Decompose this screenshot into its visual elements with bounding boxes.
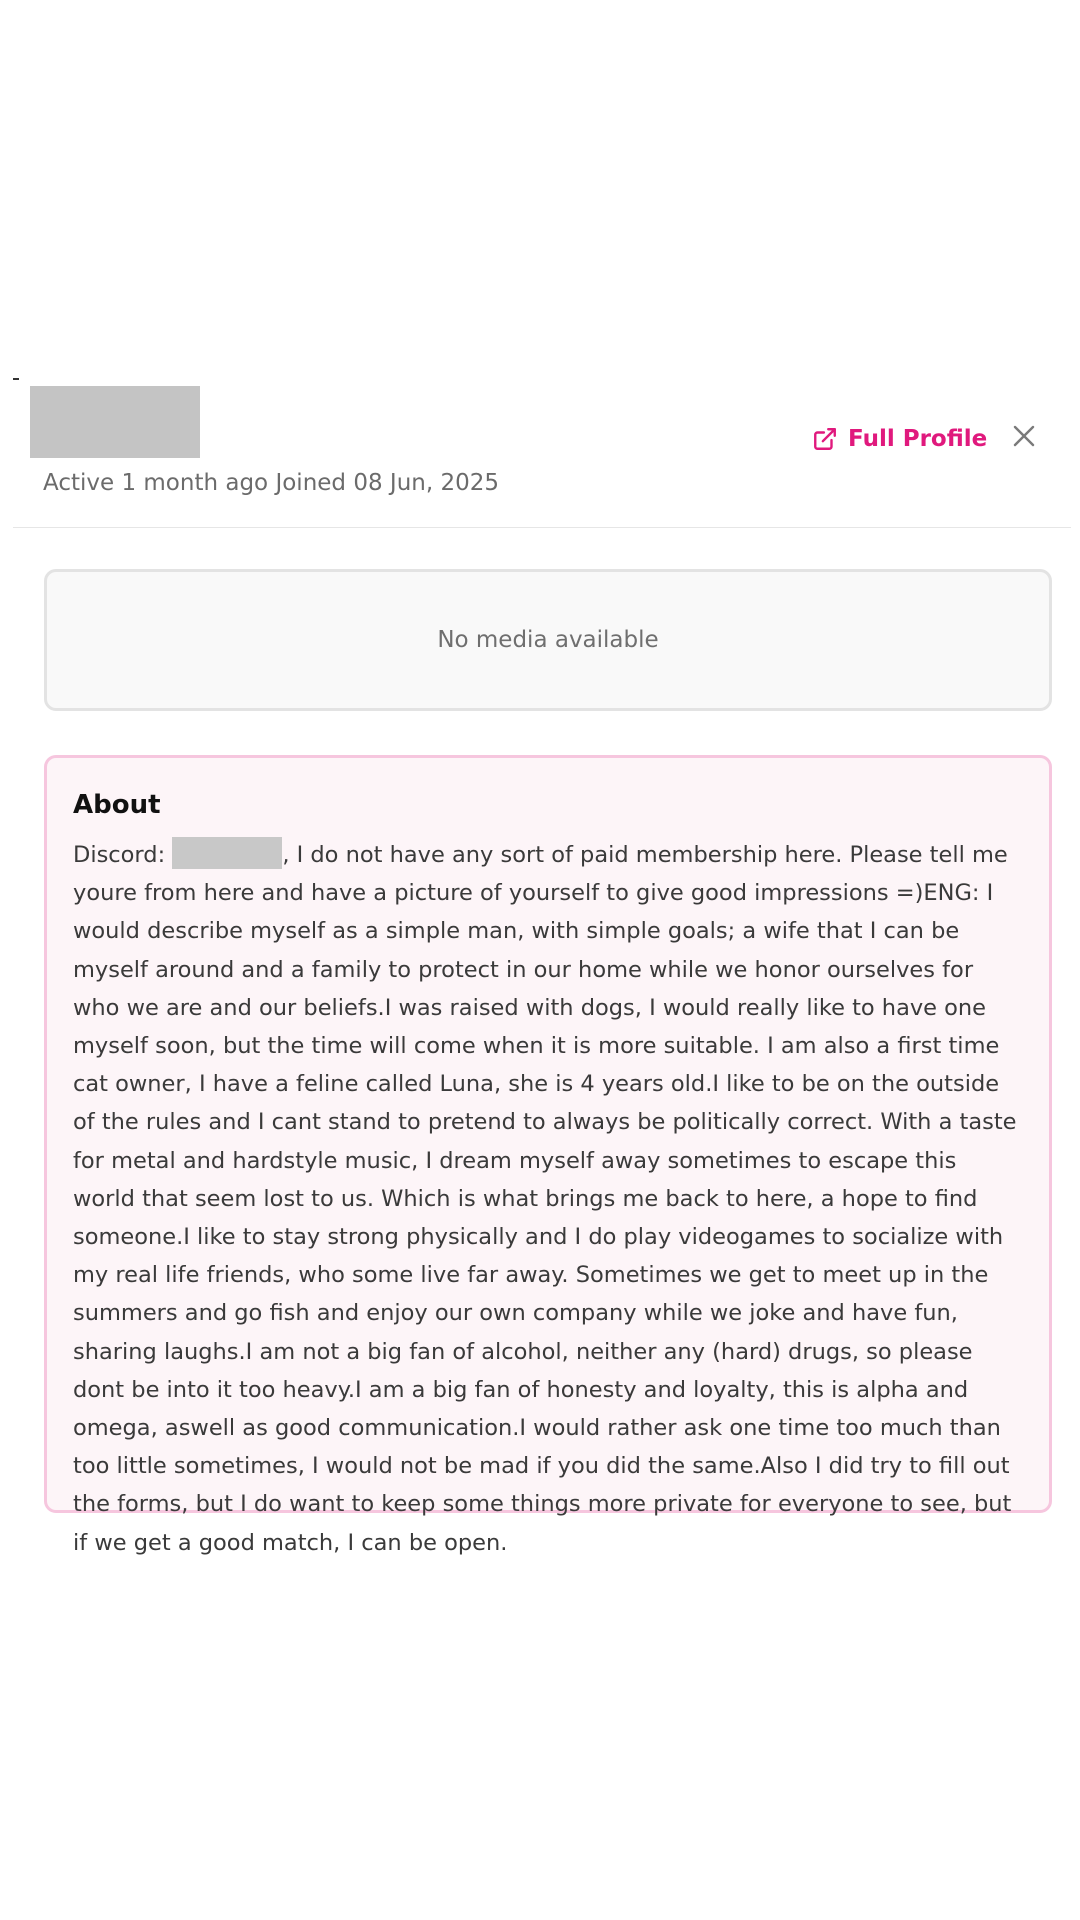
about-text xyxy=(73,836,1023,1562)
external-link-icon xyxy=(812,426,838,452)
about-section xyxy=(44,755,1052,1556)
full-profile-link[interactable] xyxy=(812,422,987,456)
close-icon xyxy=(1012,424,1036,452)
decorative-tick xyxy=(13,378,19,380)
header-divider xyxy=(13,527,1071,528)
about-prefix: Discord: xyxy=(73,842,173,868)
media-gallery xyxy=(44,569,1052,711)
active-status: Active 1 month ago xyxy=(43,470,269,496)
redacted-discord-handle xyxy=(172,837,282,869)
full-profile-label: Full Profile xyxy=(848,426,988,452)
redacted-username xyxy=(30,386,200,458)
about-body: , I do not have any sort of paid membership here. Please tell me youre from here and have a picture of yourself to give good impressions =)ENG: I would describe myself as a simple man, with simple goals; a wife that I can be myself around and a family to protect in our home while we honor ourselves for who we are and our beliefs.I was raised with dogs, I would really like to have one myself soon, but the time will come when it is more suitable. I am also a first time cat owner, I have a feline called Luna, she is 4 years old.I like to be on the outside of the rules and I cant stand to pretend to always be politically correct. With a taste for metal and hardstyle music, I dream myself away sometimes to escape this world that seem lost to us. Which is what brings me back to here, a hope to find someone.I like to stay strong physically and I do play videogames to socialize with my real life friends, who some live far away. Sometimes we get to meet up in the summers and go fish and enjoy our own company while we joke and have fun, sharing laughs.I am not a big fan of alcohol, neither any (hard) drugs, so please dont be into it too heavy.I am a big fan of honesty and loyalty, this is alpha and omega, aswell as good communication.I would rather ask one time too much than too little sometimes, I would not be mad if you did the same.Also I did try to fill out the forms, but I do want to keep some things more private for everyone to see, but if we get a good match, I can be open. xyxy=(73,842,1017,1556)
joined-date: Joined 08 Jun, 2025 xyxy=(275,470,500,496)
close-button[interactable] xyxy=(1008,422,1040,454)
about-title: About xyxy=(73,790,161,820)
activity-meta xyxy=(43,470,499,496)
no-media-text: No media available xyxy=(437,627,659,653)
